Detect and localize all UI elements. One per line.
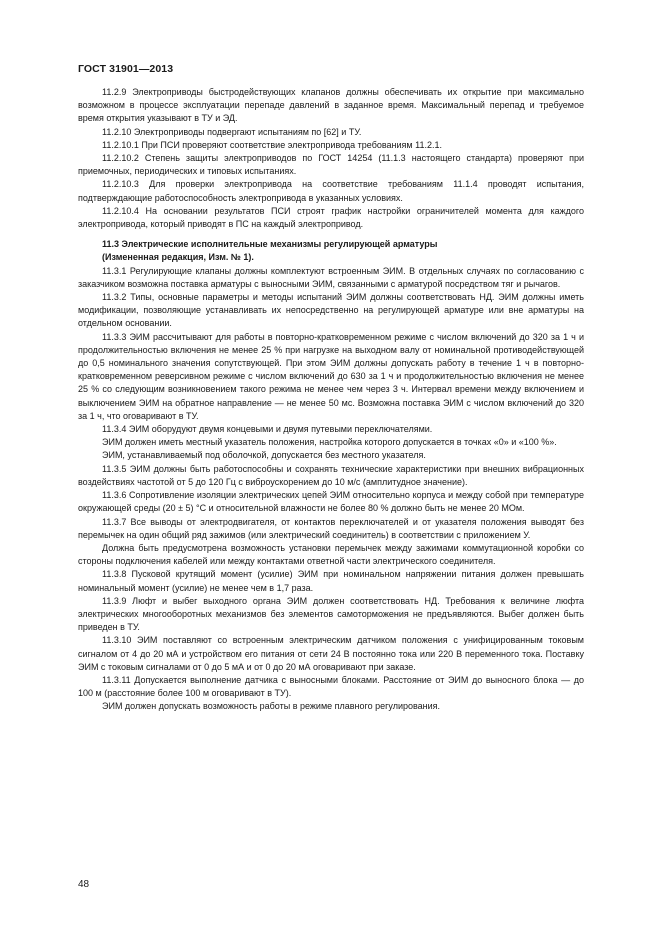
page-number: 48 <box>78 879 90 890</box>
paragraph-11-3-9: 11.3.9 Люфт и выбег выходного органа ЭИМ должен соответствовать НД. Требования к величине люфта электрических многооборотных механизмов без элементов самоторможения не предъявляются. Выбег должен быть приведен в ТУ. <box>78 595 584 633</box>
standard-header: ГОСТ 31901—2013 <box>78 63 174 75</box>
paragraph-11-3-5: 11.3.5 ЭИМ должны быть работоспособны и сохранять технические характеристики при внешних вибрационных воздействиях частотой от 5 до 120 Гц с виброускорением до 10 м/с (амплитудное значение). <box>78 463 584 487</box>
paragraph-11-3-7: 11.3.7 Все выводы от электродвигателя, от контактов переключателей и от указателя положения выводят без перемычек на один общий ряд зажимов (или электрический соединитель) в соответствии с приложением У. <box>78 516 584 540</box>
paragraph-11-2-10-3: 11.2.10.3 Для проверки электропривода на соответствие требованиям 11.1.4 проводят испытания, подтверждающие работоспособность электропривода в указанных условиях. <box>78 179 584 203</box>
paragraph-11-3-6: 11.3.6 Сопротивление изоляции электрических цепей ЭИМ относительно корпуса и между собой при температуре окружающей среды (20 ± 5) °С и относительной влажности не более 80 % должно быть не менее 20 МОм. <box>78 490 584 514</box>
paragraph-position-indicator: ЭИМ должен иметь местный указатель положения, настройка которого допускается в точках «0» и «100 %». <box>102 437 557 448</box>
paragraph-11-2-10-4: 11.2.10.4 На основании результатов ПСИ строят график настройки ограничителей момента для каждого электропривода, который приводят в ПС на каждый электропривод. <box>78 205 584 230</box>
paragraph-smooth-regulation: ЭИМ должен допускать возможность работы в режиме плавного регулирования. <box>102 701 441 712</box>
paragraph-11-3-8: 11.3.8 Пусковой крутящий момент (усилие) ЭИМ при номинальном напряжении питания должен превышать номинальный момент (усилие) не менее чем в 1,7 раза. <box>78 569 584 593</box>
paragraph-jumpers: Должна быть предусмотрена возможность установки перемычек между зажимами коммутационной коробки со стороны подключения кабелей или между контактами ответной части электрического соединителя. <box>78 542 584 567</box>
paragraph-11-2-10-1: 11.2.10.1 При ПСИ проверяют соответствие электропривода требованиям 11.2.1. <box>102 139 442 150</box>
paragraph-11-3-4: 11.3.4 ЭИМ оборудуют двумя концевыми и двумя путевыми переключателями. <box>102 424 433 435</box>
paragraph-11-2-9: 11.2.9 Электроприводы быстродействующих клапанов должны обеспечивать их открытие при максимально возможном в процессе эксплуатации перепаде давлений в заданное время. Максимальный перепад и требуемое время открытия указывают в ТУ и ЭД. <box>78 87 584 124</box>
paragraph-11-3-10: 11.3.10 ЭИМ поставляют со встроенным электрическим датчиком положения с унифицированным токовым сигналом от 4 до 20 мА и устройством его питания от сети 24 В постоянно тока или 220 В переменного тока. Поставку ЭИМ с токовым сигналами от 0 до 5 мА и от 0 до 20 мА оговаривают при заказе. <box>78 635 584 672</box>
amendment-note: (Измененная редакция, Изм. № 1). <box>102 252 254 263</box>
paragraph-11-3-3: 11.3.3 ЭИМ рассчитывают для работы в повторно-кратковременном режиме с числом включений до 320 за 1 ч и продолжительностью включения не менее 25 % при нагрузке на выходном валу от номинальной противодействующей до 0,5 номинального значения сопутствующей. При этом ЭИМ должны допускать работу в течение 1 ч в повторно-кратковременном реверсивном режиме с числом включений до 630 за 1 ч и продолжительностью включения не менее 25 % со следующим возникновением такого режима не менее чем через 3 ч. Интервал времени между включением и выключением ЭИМ на обратное направление — не менее 50 мс. Возможна поставка ЭИМ с числом включений до 320 за 1 ч, что оговаривают в ТУ. <box>78 331 584 421</box>
paragraph-enclosed-eim: ЭИМ, устанавливаемый под оболочкой, допускается без местного указателя. <box>102 450 426 461</box>
paragraph-11-2-10-2: 11.2.10.2 Степень защиты электроприводов по ГОСТ 14254 (11.1.3 настоящего стандарта) проверяют при приемочных, периодических и типовых испытаниях. <box>78 153 584 177</box>
paragraph-11-3-11: 11.3.11 Допускается выполнение датчика с выносными блоками. Расстояние от ЭИМ до выносного блока — до 100 м (расстояние более 100 м оговаривают в ТУ). <box>78 674 584 699</box>
paragraph-11-3-1: 11.3.1 Регулирующие клапаны должны комплектуют встроенным ЭИМ. В отдельных случаях по согласованию с заказчиком возможна поставка арматуры с выносными ЭИМ, связанными с арматурой посредством тяг и рычагов. <box>78 265 584 289</box>
body-text <box>78 86 584 714</box>
paragraph-11-2-10: 11.2.10 Электроприводы подвергают испытаниям по [62] и ТУ. <box>102 126 362 137</box>
paragraph-11-3-2: 11.3.2 Типы, основные параметры и методы испытаний ЭИМ должны соответствовать НД. ЭИМ должны иметь модификации, позволяющие устанавливать их непосредственно на регулирующей арматуре или вне арматуры на отдельном основании. <box>78 292 584 329</box>
section-heading-11-3: 11.3 Электрические исполнительные механизмы регулирующей арматуры <box>102 239 438 250</box>
